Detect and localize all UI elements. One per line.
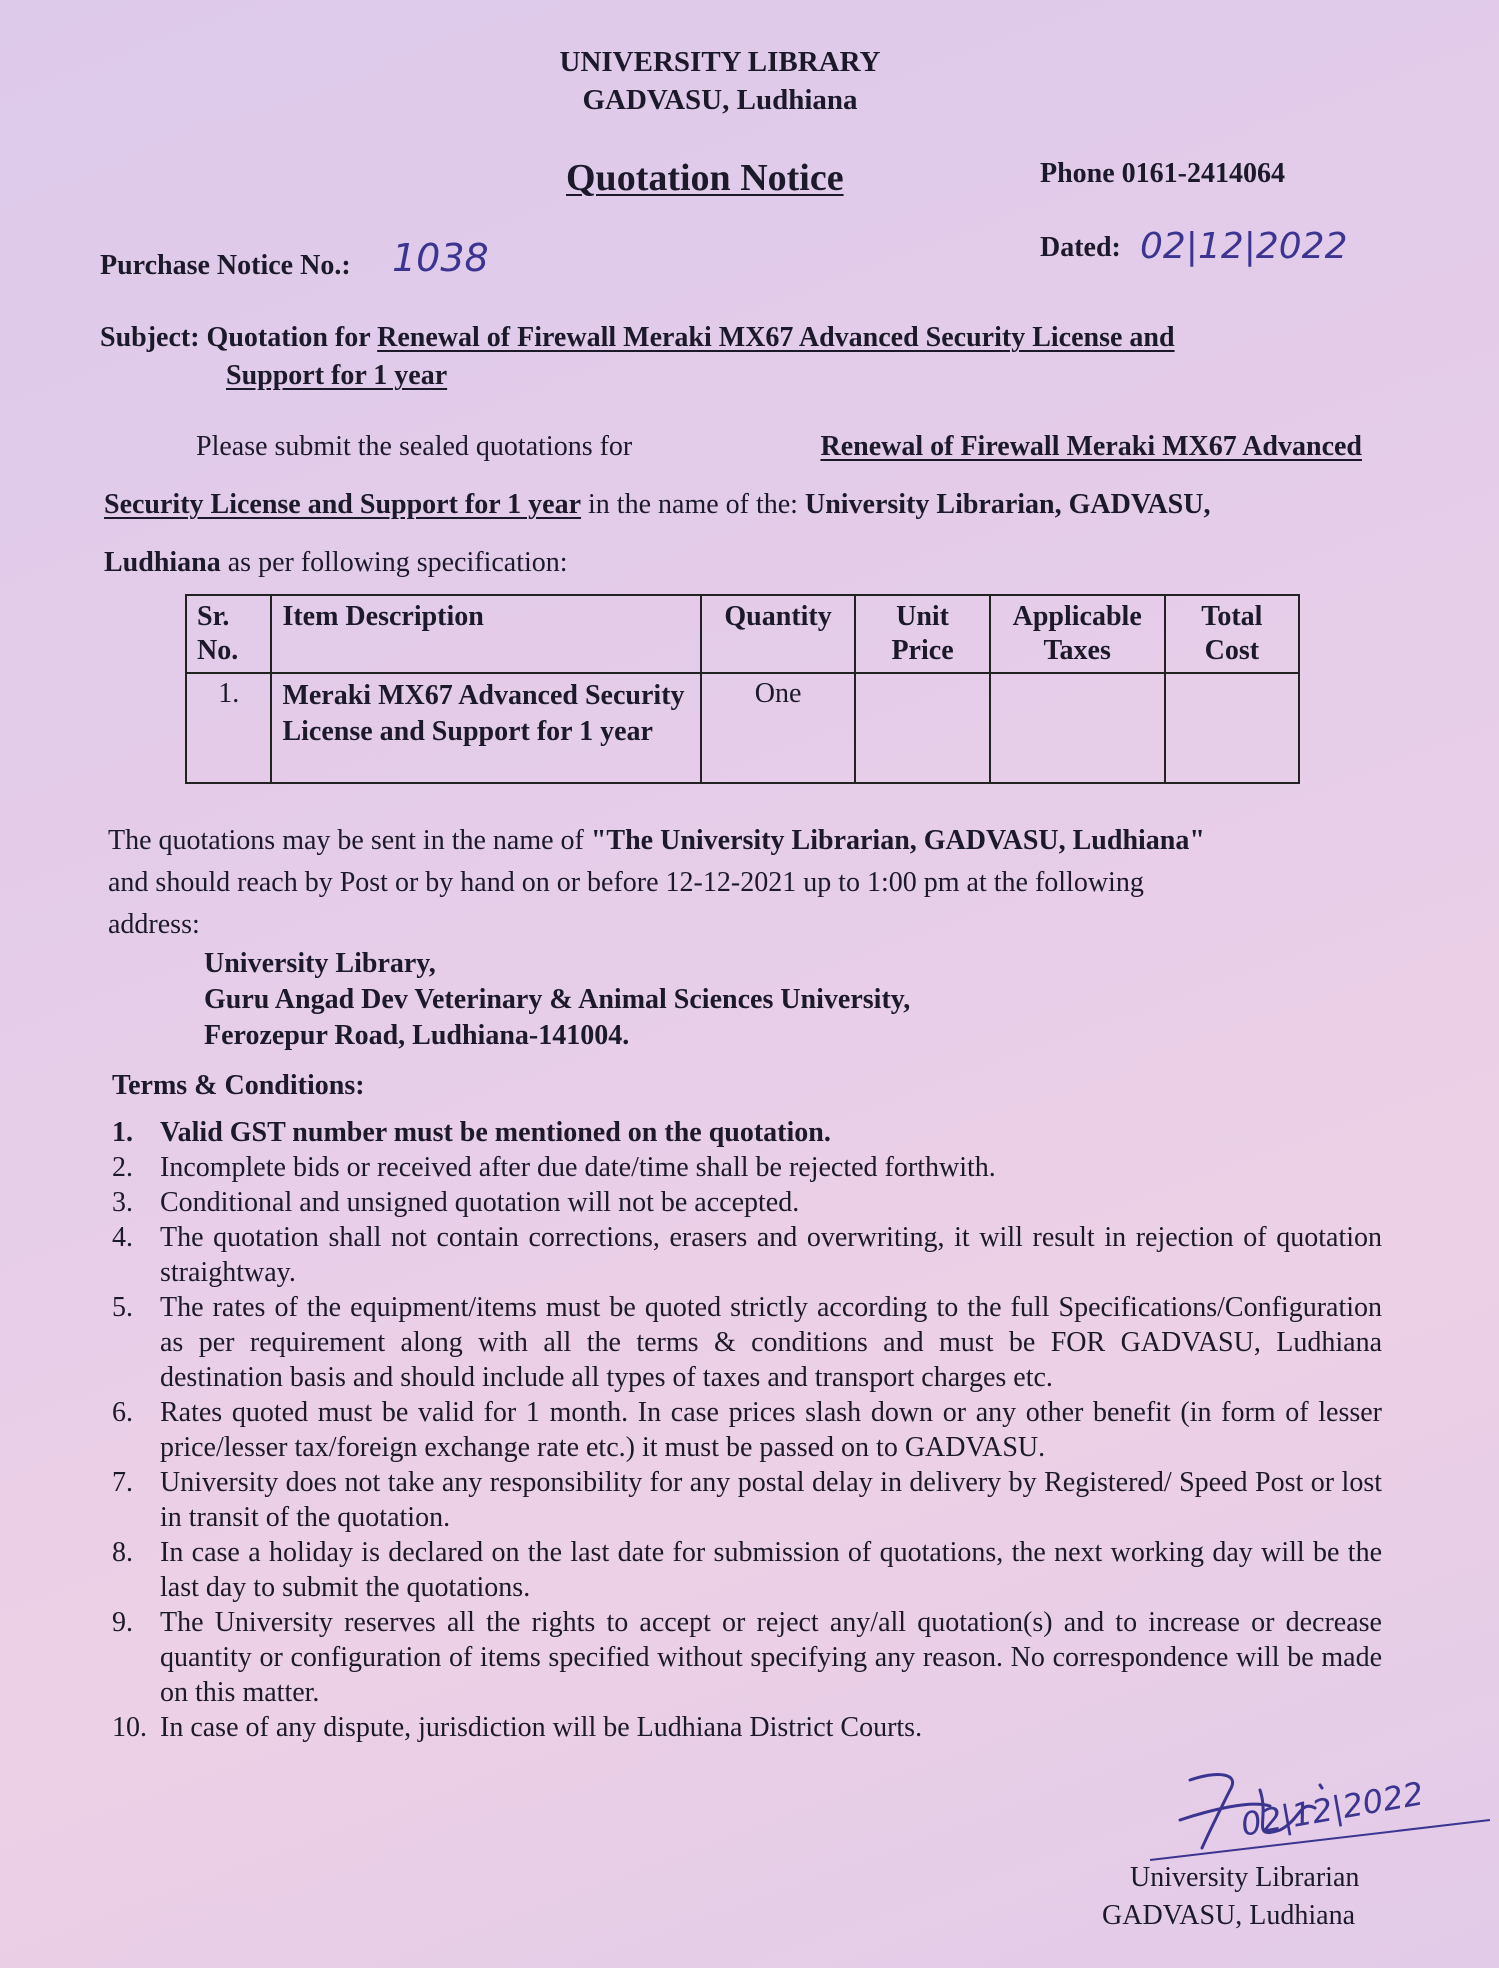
cell-sr-no: 1. — [186, 673, 271, 783]
header-sr-no: Sr. No. — [186, 595, 271, 673]
list-item: 1. Valid GST number must be mentioned on the quotation. — [112, 1117, 831, 1148]
intro-part1: Please submit the sealed quotations for — [196, 431, 633, 462]
intro-item-b: Security License and Support for 1 year — [104, 489, 582, 520]
submission-paragraph — [108, 820, 1338, 946]
signature-date: 02|12|2022 — [1238, 1774, 1427, 1844]
list-item: 8. In case a holiday is declared on the last date for submission of quotations, the next working day will be the last day to submit the quotations. — [112, 1537, 1382, 1603]
subject-line2 — [226, 360, 447, 392]
terms-heading: Terms & Conditions: — [112, 1070, 365, 1101]
list-item: 4. The quotation shall not contain corrections, erasers and overwriting, it will result in rejection of quotation straightway. — [112, 1222, 1382, 1288]
subject-line — [100, 322, 1175, 354]
cell-quantity: One — [701, 673, 856, 783]
intro-paragraph — [104, 418, 1362, 592]
submission-part1: The quotations may be sent in the name of — [108, 825, 584, 856]
subject-label: Subject: Quotation for — [100, 322, 371, 353]
list-item: 7. University does not take any responsibility for any postal delay in delivery by Registered/ Speed Post or lost in transit of the quotation. — [112, 1467, 1382, 1533]
dated-label: Dated: — [1040, 232, 1121, 263]
header-item-description: Item Description — [271, 595, 700, 673]
header-line1: UNIVERSITY LIBRARY — [559, 46, 881, 78]
table-header-row — [186, 595, 1299, 673]
intro-item-a: Renewal of Firewall Meraki MX67 Advanced — [820, 431, 1362, 462]
submission-part2: and should reach by Post or by hand on or before 12-12-2021 up to 1:00 pm at the following — [108, 867, 1144, 898]
submission-addressee: "The University Librarian, GADVASU, Ludhiana" — [590, 825, 1205, 856]
cell-applicable-taxes — [990, 673, 1165, 783]
intro-addressee-b: Ludhiana — [104, 547, 221, 578]
purchase-notice-number: 1038 — [392, 236, 489, 280]
list-item: 6. Rates quoted must be valid for 1 month. In case prices slash down or any other benefit (in form of lesser price/lesser tax/foreign exchange rate etc.) it must be passed on to GADVASU. — [112, 1397, 1382, 1463]
dated-value: 02|12|2022 — [1140, 226, 1348, 267]
subject-text-line2: Support for 1 year — [226, 360, 448, 391]
cell-total-cost — [1165, 673, 1299, 783]
list-item: 9. The University reserves all the rights to accept or reject any/all quotation(s) and to increase or decrease quantity or configuration of items specified without specifying any reason. No correspondence will be made on this matter. — [112, 1607, 1382, 1708]
intro-addressee-a: University Librarian, GADVASU, — [804, 489, 1211, 520]
submission-part3: address: — [108, 909, 200, 940]
terms-list — [112, 1115, 1382, 1745]
address-line2: Guru Angad Dev Veterinary & Animal Sciences University, — [204, 984, 911, 1015]
subject-text-line1: Renewal of Firewall Meraki MX67 Advanced Security License and — [377, 322, 1175, 353]
specification-table — [185, 594, 1300, 784]
signatory-org: GADVASU, Ludhiana — [1102, 1900, 1356, 1931]
phone-number: Phone 0161-2414064 — [1040, 158, 1285, 189]
list-item: 5. The rates of the equipment/items must be quoted strictly according to the full Specifications/Configuration as per requirement along with all the terms & conditions and must be FOR GADVASU, Ludhiana destination basis and should include all types of taxes and transport charges etc. — [112, 1292, 1382, 1393]
cell-unit-price — [855, 673, 989, 783]
list-item: 2. Incomplete bids or received after due date/time shall be rejected forthwith. — [112, 1152, 996, 1183]
address-line3: Ferozepur Road, Ludhiana-141004. — [204, 1020, 630, 1051]
address-line1: University Library, — [204, 948, 436, 979]
header-applicable-taxes: Applicable Taxes — [990, 595, 1165, 673]
page-title: Quotation Notice — [566, 157, 844, 199]
table-row — [186, 673, 1299, 783]
cell-item-description: Meraki MX67 Advanced Security License and Support for 1 year — [271, 673, 700, 783]
header-total-cost: Total Cost — [1165, 595, 1299, 673]
signatory-title: University Librarian — [1130, 1862, 1360, 1893]
intro-part3: as per following specification: — [227, 547, 568, 578]
postal-address — [204, 946, 910, 1054]
header-line2: GADVASU, Ludhiana — [582, 84, 858, 116]
header-unit-price: Unit Price — [855, 595, 989, 673]
intro-part2: in the name of the: — [588, 489, 798, 520]
header-quantity: Quantity — [701, 595, 856, 673]
list-item: 3. Conditional and unsigned quotation will not be accepted. — [112, 1187, 800, 1218]
list-item: 10. In case of any dispute, jurisdiction will be Ludhiana District Courts. — [112, 1712, 923, 1743]
purchase-notice-label: Purchase Notice No.: — [100, 250, 351, 281]
